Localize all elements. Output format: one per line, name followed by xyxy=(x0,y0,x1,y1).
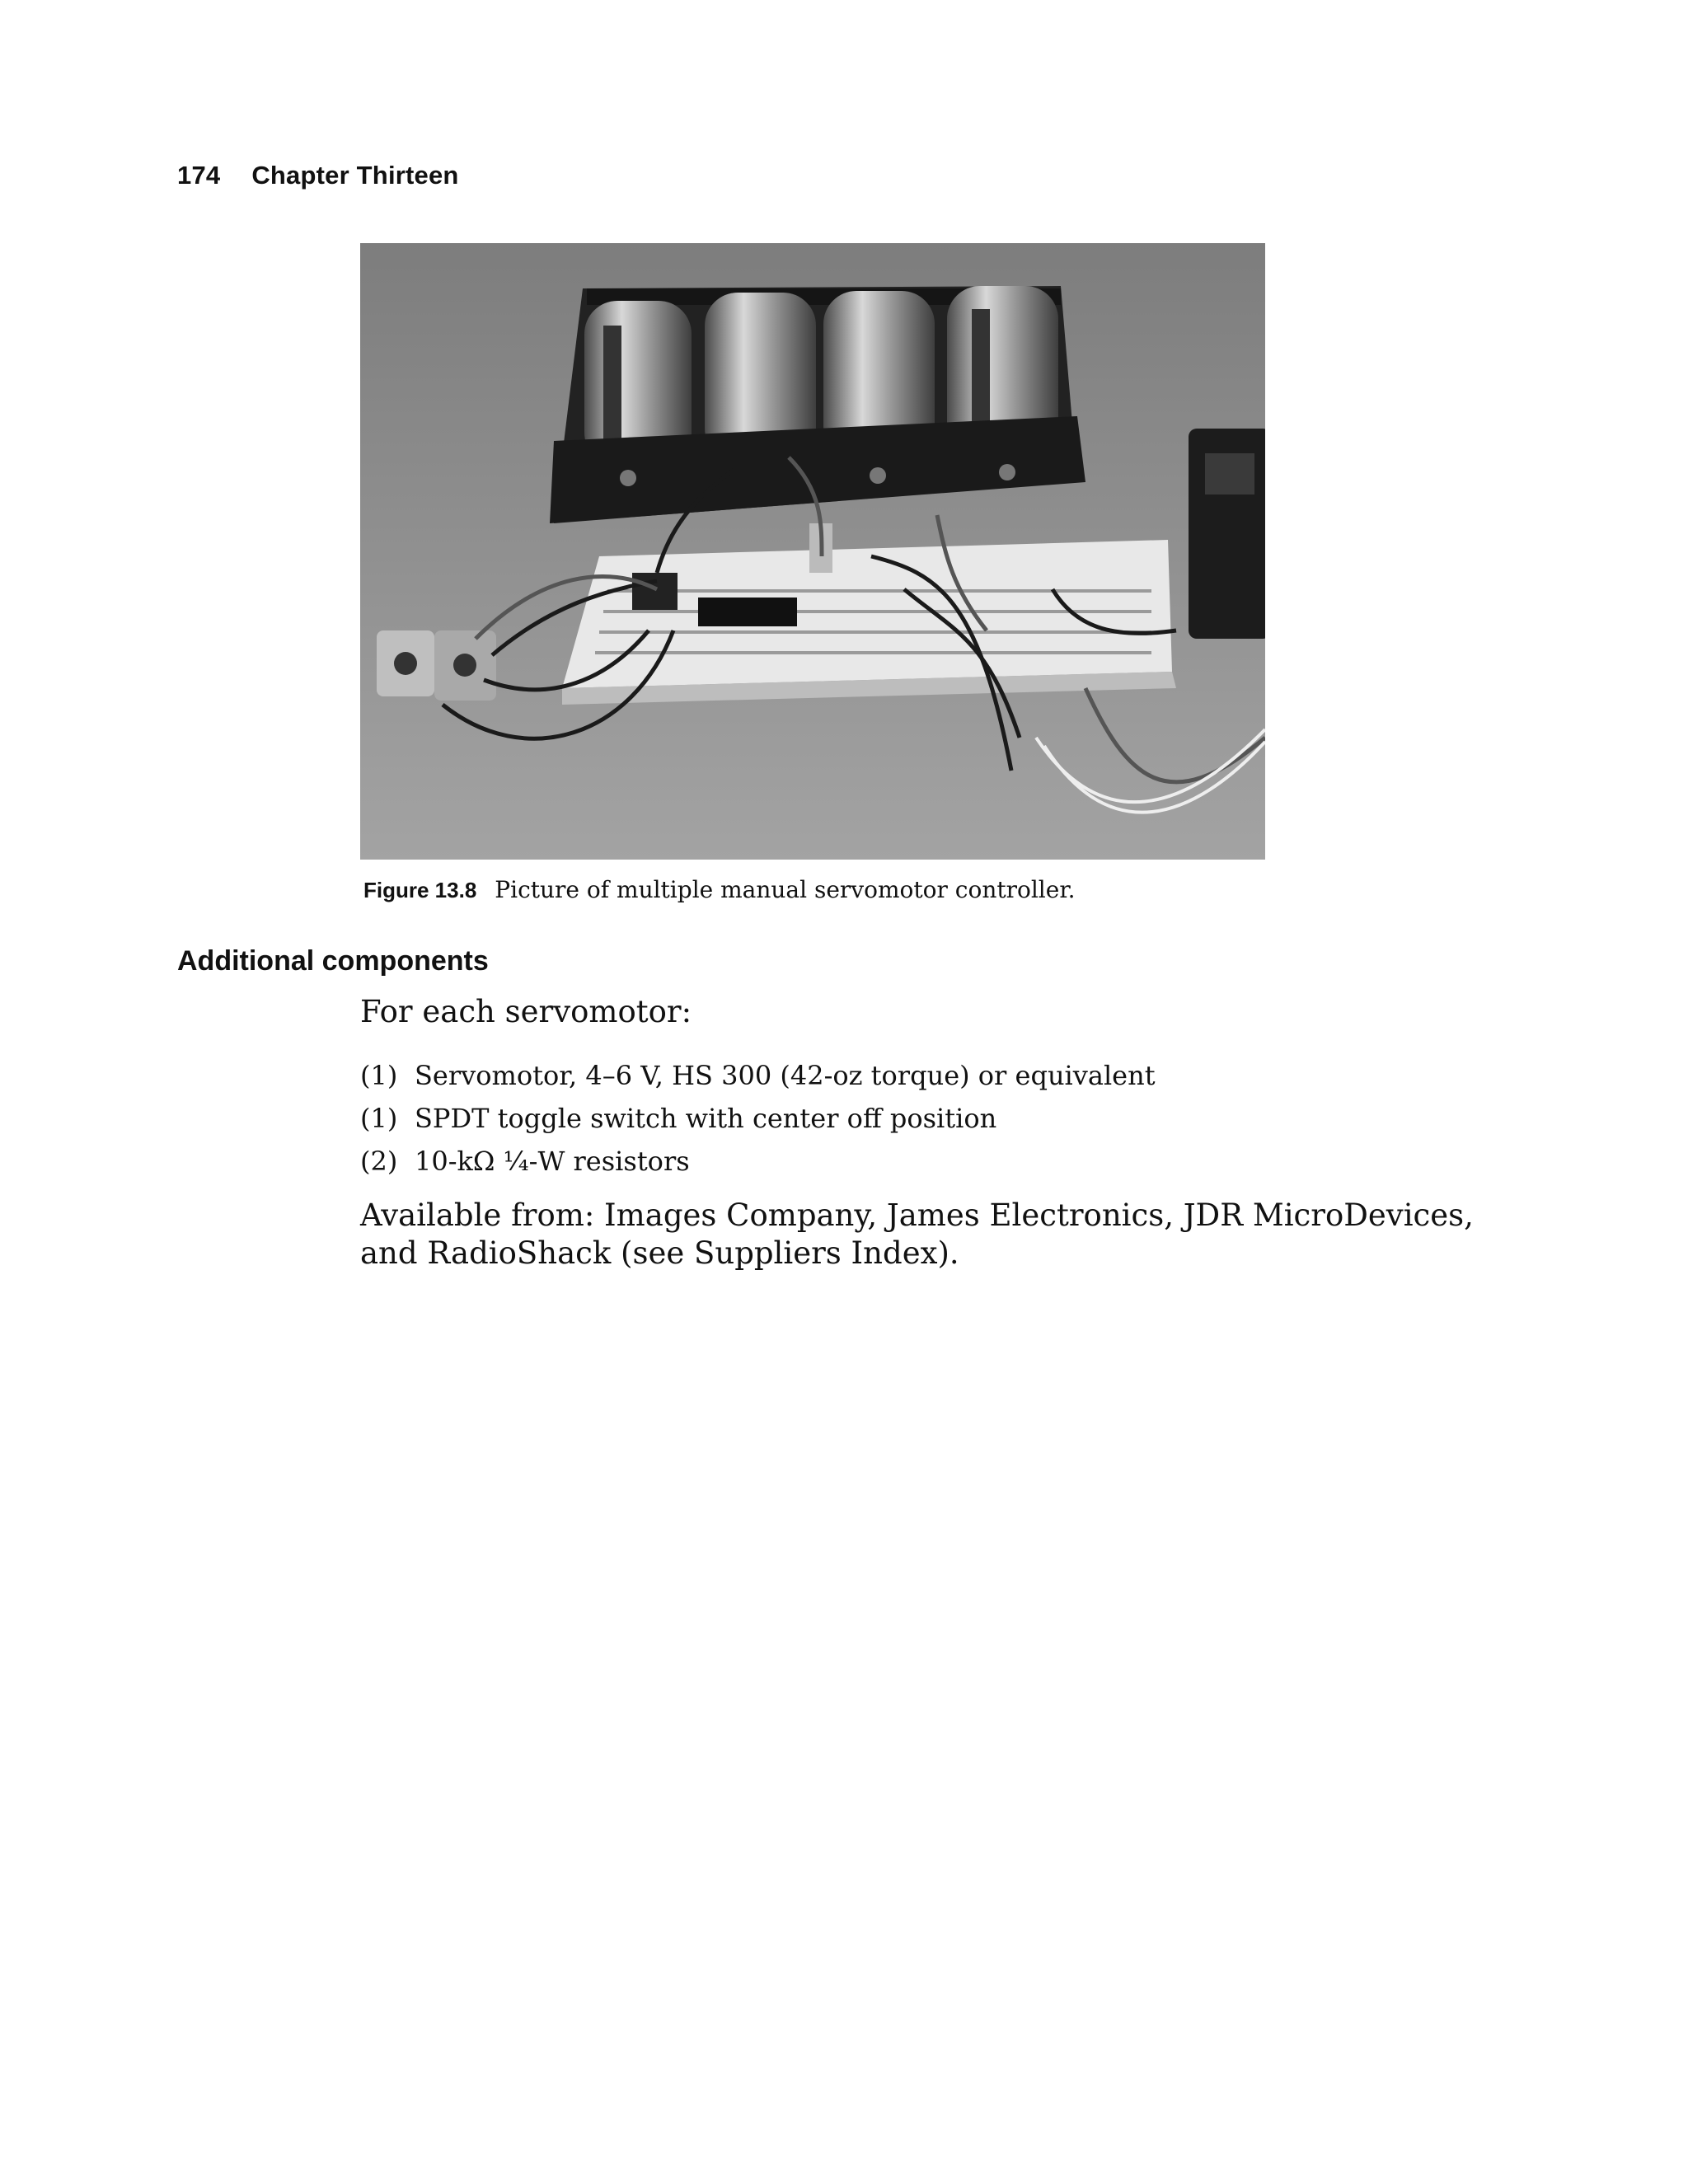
intro-text: For each servomotor: xyxy=(360,994,692,1029)
running-head xyxy=(177,161,459,190)
figure-label: Figure 13.8 xyxy=(363,878,477,902)
part-qty: (1) xyxy=(360,1103,398,1134)
part-desc: SPDT toggle switch with center off position xyxy=(415,1103,997,1134)
list-item xyxy=(360,1097,1156,1140)
circuit-photo-icon xyxy=(360,243,1265,860)
part-desc: 10-kΩ ¹⁄₄-W resistors xyxy=(415,1146,690,1177)
availability-text: Available from: Images Company, James Electronics, JDR MicroDevices, and RadioShack (see Suppliers Index). xyxy=(360,1197,1474,1271)
part-qty: (2) xyxy=(360,1146,398,1177)
figure-caption-text: Picture of multiple manual servomotor controller. xyxy=(495,876,1076,903)
list-item xyxy=(360,1140,1156,1183)
figure-photo xyxy=(360,243,1265,860)
section-heading: Additional components xyxy=(177,945,489,977)
chapter-title: Chapter Thirteen xyxy=(251,161,459,190)
part-desc: Servomotor, 4–6 V, HS 300 (42-oz torque) or equivalent xyxy=(415,1060,1156,1091)
list-item xyxy=(360,1054,1156,1097)
page-number: 174 xyxy=(177,161,221,190)
parts-list xyxy=(360,1054,1156,1183)
part-qty: (1) xyxy=(360,1060,398,1091)
figure-caption xyxy=(363,876,1076,903)
